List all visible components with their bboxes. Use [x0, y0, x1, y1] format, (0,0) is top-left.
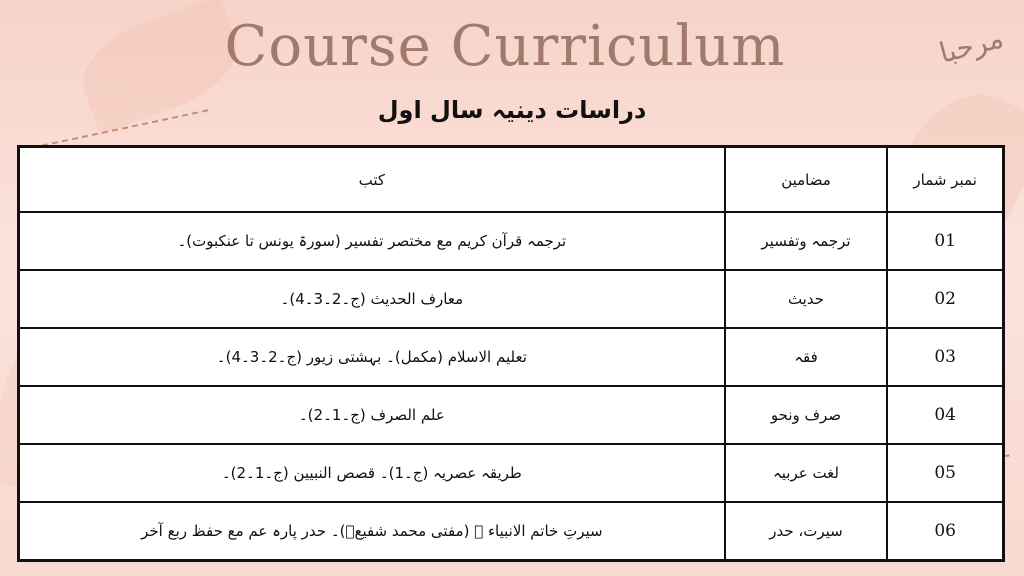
logo: مرحبا — [935, 21, 1007, 70]
serial-cell: 01 — [887, 212, 1003, 270]
table-row — [19, 212, 1003, 270]
subject-cell: حدیث — [725, 270, 888, 328]
column-header-serial: نمبر شمار — [887, 147, 1003, 212]
table-row — [19, 502, 1003, 560]
serial-cell: 05 — [887, 444, 1003, 502]
books-cell: ترجمہ قرآن کریم مع مختصر تفسیر (سورۃ یونس تا عنکبوت)۔ — [19, 212, 725, 270]
serial-cell: 04 — [887, 386, 1003, 444]
subject-cell: لغت عربیہ — [725, 444, 888, 502]
column-header-books: کتب — [19, 147, 725, 212]
serial-cell: 06 — [887, 502, 1003, 560]
column-header-subject: مضامین — [725, 147, 888, 212]
books-cell: طریقہ عصریہ (ج۔1)۔ قصص النبیین (ج۔1۔2)۔ — [19, 444, 725, 502]
table-row — [19, 386, 1003, 444]
curriculum-table — [17, 145, 1005, 562]
serial-cell: 03 — [887, 328, 1003, 386]
books-cell: معارف الحدیث (ج۔2۔3۔4)۔ — [19, 270, 725, 328]
subject-cell: صرف ونحو — [725, 386, 888, 444]
table-header-row — [19, 147, 1003, 212]
subject-cell: سیرت، حدر — [725, 502, 888, 560]
page-subtitle: دراسات دینیہ سال اول — [377, 96, 647, 124]
page-title: Course Curriculum — [224, 14, 786, 79]
books-cell: علم الصرف (ج۔1۔2)۔ — [19, 386, 725, 444]
serial-cell: 02 — [887, 270, 1003, 328]
table-row — [19, 270, 1003, 328]
table-row — [19, 444, 1003, 502]
table-row — [19, 328, 1003, 386]
books-cell: تعلیم الاسلام (مکمل)۔ بہشتی زیور (ج۔2۔3۔4)۔ — [19, 328, 725, 386]
subject-cell: ترجمہ وتفسیر — [725, 212, 888, 270]
subject-cell: فقہ — [725, 328, 888, 386]
books-cell: سیرتِ خاتم الانبیاء ﷺ (مفتی محمد شفیعؒ)۔ حدر پارہ عم مع حفظ ربع آخر — [19, 502, 725, 560]
